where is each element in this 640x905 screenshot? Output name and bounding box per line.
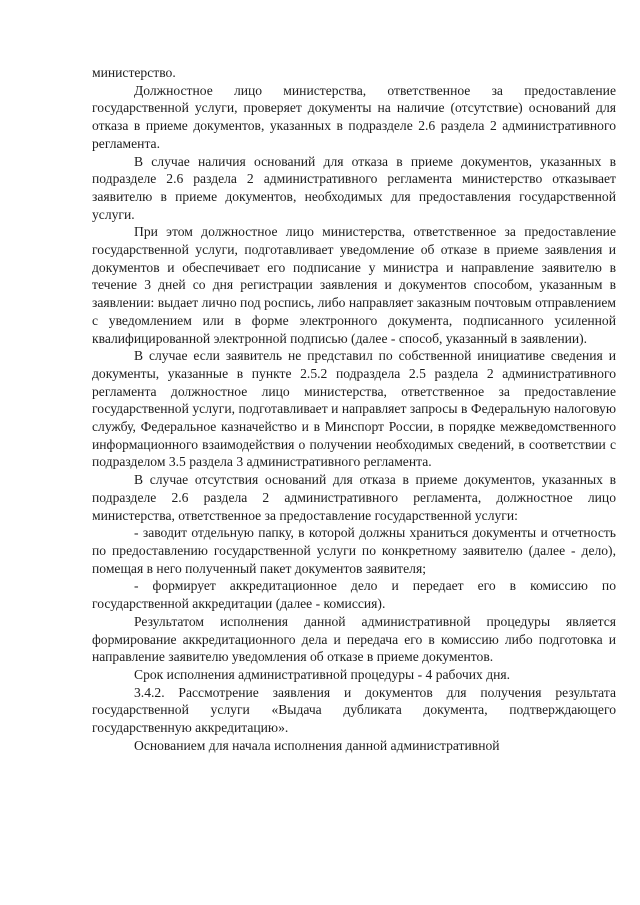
paragraph-6: В случае отсутствия оснований для отказа в приеме документов, указанных в подразделе 2.6 раздела 2 административного регламента, должностное лицо министерства, ответственное за предоставление государственной услуги: (92, 472, 616, 523)
document-body (92, 64, 616, 754)
paragraph-8: - формирует аккредитационное дело и передает его в комиссию по государственной аккредитации (далее - комиссия). (92, 578, 616, 612)
paragraph-5: В случае если заявитель не представил по собственной инициативе сведения и документы, указанные в пункте 2.5.2 подраздела 2.5 раздела 2 административного регламента должностное лицо министерства, ответственное за предоставление государственной услуги, подготавливает и направляет запросы в Федеральную налоговую службу, Федеральное казначейство и в Минспорт России, в порядке межведомственного информационного взаимодействия о получении необходимых сведений, в соответствии с подразделом 3.5 раздела 3 административного регламента. (92, 348, 616, 470)
paragraph-2: Должностное лицо министерства, ответственное за предоставление государственной услуги, проверяет документы на наличие (отсутствие) оснований для отказа в приеме документов, указанных в подразделе 2.6 раздела 2 административного регламента. (92, 82, 616, 151)
paragraph-12: Основанием для начала исполнения данной административной (134, 737, 500, 753)
paragraph-1: министерство. (92, 65, 176, 80)
paragraph-9: Результатом исполнения данной административной процедуры является формирование аккредитационного дела и передача его в комиссию либо подготовка и направление заявителю уведомления об отказе в приеме документов. (92, 613, 616, 665)
paragraph-11: 3.4.2. Рассмотрение заявления и документов для получения результата государственной услуги «Выдача дубликата документа, подтверждающего государственную аккредитацию». (92, 684, 616, 736)
paragraph-10: Срок исполнения административной процедуры - 4 рабочих дня. (134, 666, 511, 682)
paragraph-3: В случае наличия оснований для отказа в приеме документов, указанных в подразделе 2.6 раздела 2 административного регламента министерство отказывает заявителю в приеме документов, необходимых для предоставления государственной услуги. (92, 153, 616, 222)
paragraph-7: - заводит отдельную папку, в которой должны храниться документы и отчетность по предоставлению государственной услуги по конкретному заявителю (далее - дело), помещая в него полученный пакет документов заявителя; (92, 525, 616, 576)
paragraph-4: При этом должностное лицо министерства, ответственное за предоставление государственной услуги, подготавливает уведомление об отказе в приеме заявления и документов и обеспечивает его подписание у министра и направление заявителю в течение 3 дней со дня регистрации заявления и документов способом, указанным в заявлении: выдает лично под роспись, либо направляет заказным почтовым отправлением с уведомлением или в форме электронного документа, подписанного усиленной квалифицированной электронной подписью (далее - способ, указанный в заявлении). (92, 224, 616, 346)
